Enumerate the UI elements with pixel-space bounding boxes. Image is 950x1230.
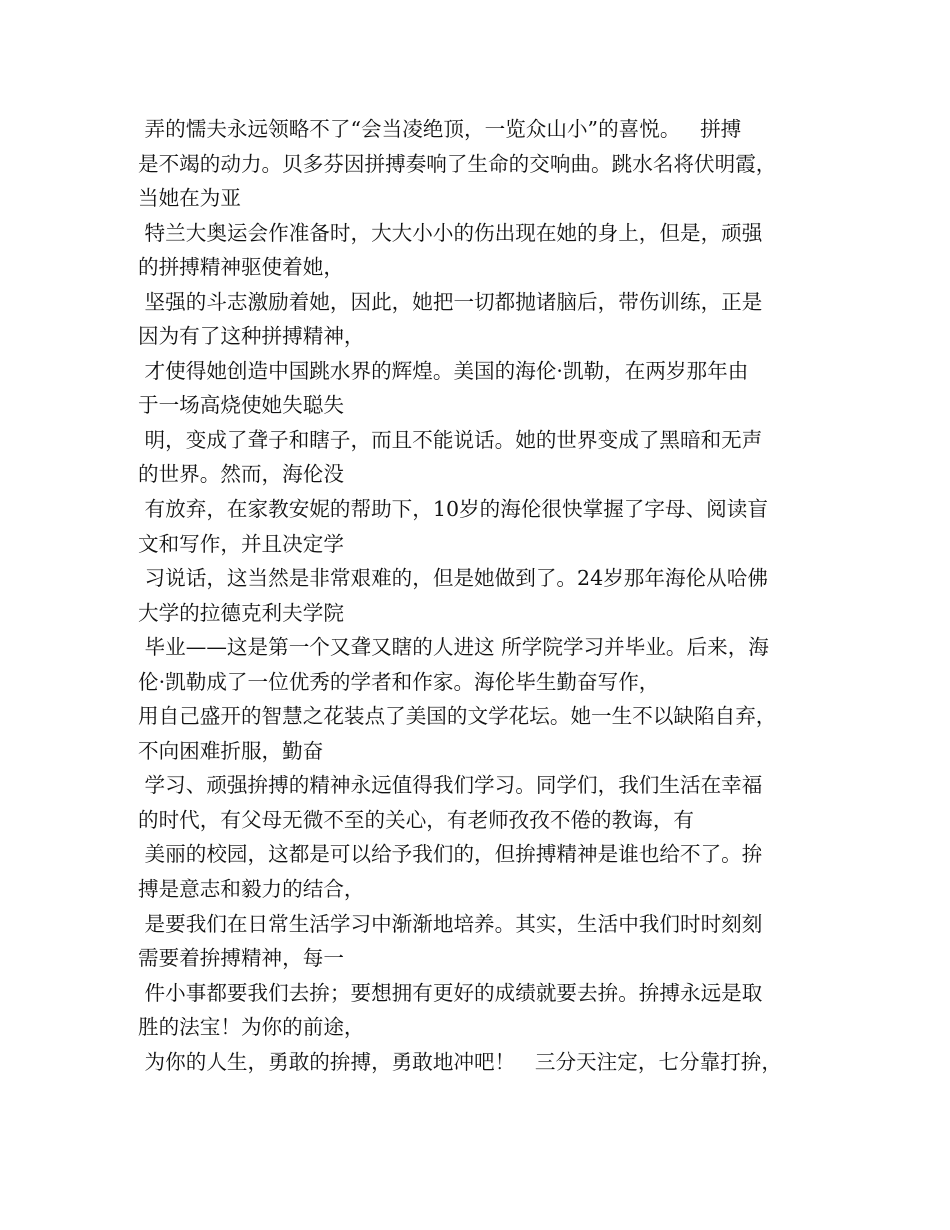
body-text: [138, 112, 828, 1079]
text-line: 是要我们在日常生活学习中渐渐地培养。其实，生活中我们时时刻刻: [138, 911, 763, 936]
text-line: 的拼搏精神驱使着她，: [138, 255, 344, 280]
text-line: 胜的法宝！为你的前途，: [138, 1015, 365, 1040]
text-line: 弄的懦夫永远领略不了“会当凌绝顶，一览众山小”的喜悦。 拼搏: [138, 117, 742, 141]
text-line: 用自己盛开的智慧之花装点了美国的文学花坛。她一生不以缺陷自弃，: [138, 704, 777, 729]
text-line: 大学的拉德克利夫学院: [138, 600, 344, 625]
text-line: 搏是意志和毅力的结合，: [138, 877, 365, 902]
text-line: 特兰大奥运会作准备时，大大小小的伤出现在她的身上，但是，顽强: [138, 220, 763, 245]
text-line: 是不竭的动力。贝多芬因拼搏奏响了生命的交响曲。跳水名将伏明霞，: [138, 151, 777, 176]
text-line: 件小事都要我们去拚；要想拥有更好的成绩就要去拚。拚搏永远是取: [138, 980, 763, 1005]
text-line: 因为有了这种拼搏精神，: [138, 324, 365, 349]
text-line: 美丽的校园，这都是可以给予我们的，但拚搏精神是谁也给不了。拚: [138, 842, 763, 867]
text-line: 为你的人生，勇敢的拚搏，勇敢地冲吧！ 三分天注定，七分靠打拚，: [138, 1049, 782, 1074]
text-line: 有放弃，在家教安妮的帮助下，10岁的海伦很快掌握了字母、阅读盲: [138, 497, 768, 522]
text-line: 当她在为亚: [138, 186, 241, 211]
text-line: 的时代，有父母无微不至的关心，有老师孜孜不倦的教诲，有: [138, 807, 695, 832]
text-line: 学习、顽强拚搏的精神永远值得我们学习。同学们，我们生活在幸福: [138, 773, 763, 798]
text-line: 习说话，这当然是非常艰难的，但是她做到了。24岁那年海伦从哈佛: [138, 566, 768, 591]
text-line: 毕业——这是第一个又聋又瞎的人进这 所学院学习并毕业。后来，海: [138, 635, 769, 660]
text-line: 伦·凯勒成了一位优秀的学者和作家。海伦毕生勤奋写作，: [138, 669, 660, 694]
text-line: 于一场高烧使她失聪失: [138, 393, 344, 418]
text-line: 坚强的斗志激励着她，因此，她把一切都抛诸脑后，带伤训练，正是: [138, 289, 763, 314]
text-line: 明，变成了聋子和瞎子，而且不能说话。她的世界变成了黑暗和无声: [138, 427, 763, 452]
text-line: 需要着拚搏精神，每一: [138, 946, 344, 971]
text-line: 才使得她创造中国跳水界的辉煌。美国的海伦·凯勒，在两岁那年由: [138, 358, 749, 383]
text-line: 的世界。然而，海伦没: [138, 462, 344, 487]
text-line: 文和写作，并且决定学: [138, 531, 344, 556]
text-line: 不向困难折服，勤奋: [138, 738, 324, 763]
